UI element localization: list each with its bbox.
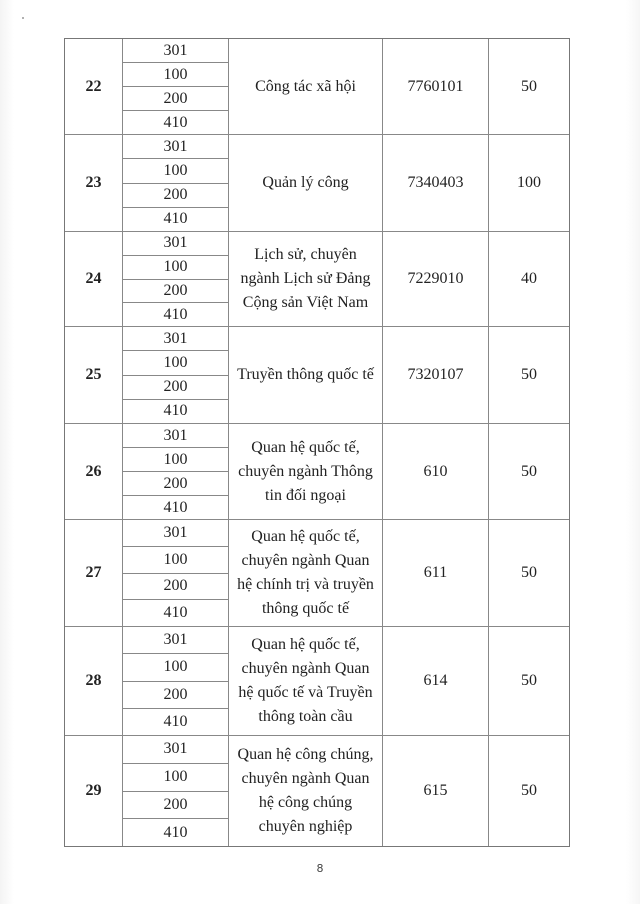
quota: 50: [521, 782, 537, 799]
row-number: 25: [65, 327, 123, 423]
combination-codes: [123, 232, 229, 326]
combination-code: 100: [123, 448, 228, 472]
major-code: 7340403: [383, 135, 489, 231]
combination-code: 100: [123, 351, 228, 375]
combination-codes: [123, 627, 229, 735]
quota: 50: [521, 462, 537, 480]
row-number: 29: [65, 736, 123, 846]
row-number: 23: [65, 135, 123, 231]
admissions-table: [64, 38, 570, 847]
table-row-group: [65, 736, 569, 846]
combination-code: 410: [163, 402, 188, 420]
major-code: 7229010: [383, 232, 489, 326]
page-number: 8: [316, 862, 324, 875]
table-row-group: [65, 424, 569, 520]
row-number: 22: [65, 39, 123, 134]
combination-code: 301: [123, 627, 228, 654]
major-code: 615: [383, 736, 489, 846]
combination-code: 200: [123, 472, 228, 496]
major-code: 611: [383, 520, 489, 626]
combination-code: 100: [123, 159, 228, 183]
combination-code: 301: [123, 736, 228, 764]
combination-code: 301: [123, 135, 228, 159]
combination-code: 410: [163, 210, 188, 228]
row-number: 27: [65, 520, 123, 626]
combination-code: 200: [123, 280, 228, 304]
major-code: 7320107: [383, 327, 489, 423]
combination-code: 410: [163, 823, 188, 841]
table-row-group: [65, 135, 569, 232]
scan-speck: [22, 17, 24, 19]
combination-code: 100: [123, 654, 228, 681]
combination-code: 100: [123, 764, 228, 792]
combination-code: 100: [123, 547, 228, 574]
table-row-group: [65, 520, 569, 627]
combination-code: 301: [123, 424, 228, 448]
quota: 50: [521, 77, 537, 95]
table-row-group: [65, 232, 569, 327]
quota: 50: [521, 564, 537, 581]
row-number: 24: [65, 232, 123, 326]
major-name: Quan hệ quốc tế, chuyên ngành Thông tin đối ngoại: [229, 424, 383, 519]
combination-code: 200: [123, 184, 228, 208]
combination-code: 200: [123, 87, 228, 111]
combination-code: 410: [163, 305, 188, 323]
combination-code: 200: [123, 682, 228, 709]
combination-codes: [123, 135, 229, 231]
major-name: Quan hệ quốc tế, chuyên ngành Quan hệ chính trị và truyền thông quốc tế: [229, 520, 383, 626]
combination-code: 301: [123, 520, 228, 547]
combination-codes: [123, 424, 229, 519]
combination-code: 410: [163, 604, 188, 622]
table-row-group: [65, 327, 569, 424]
major-name: Truyền thông quốc tế: [229, 327, 383, 423]
major-name: Công tác xã hội: [229, 39, 383, 134]
combination-code: 410: [163, 498, 188, 516]
combination-code: 410: [163, 113, 188, 131]
major-name: Quản lý công: [229, 135, 383, 231]
row-number: 26: [65, 424, 123, 519]
combination-code: 301: [123, 327, 228, 351]
table-row-group: [65, 627, 569, 736]
combination-code: 410: [163, 712, 188, 730]
combination-codes: [123, 327, 229, 423]
combination-code: 200: [123, 792, 228, 820]
quota: 50: [521, 366, 537, 383]
major-name: Quan hệ công chúng, chuyên ngành Quan hệ công chúng chuyên nghiệp: [229, 736, 383, 846]
combination-codes: [123, 736, 229, 846]
combination-code: 200: [123, 376, 228, 400]
table-row-group: [65, 39, 569, 135]
quota: 100: [517, 174, 541, 191]
major-code: 610: [383, 424, 489, 519]
combination-code: 200: [123, 574, 228, 601]
combination-codes: [123, 520, 229, 626]
quota: 40: [521, 270, 537, 287]
row-number: 28: [65, 627, 123, 735]
quota: 50: [521, 672, 537, 689]
combination-codes: [123, 39, 229, 134]
combination-code: 301: [123, 232, 228, 256]
major-name: Quan hệ quốc tế, chuyên ngành Quan hệ quốc tế và Truyền thông toàn cầu: [229, 627, 383, 735]
combination-code: 301: [123, 39, 228, 63]
combination-code: 100: [123, 256, 228, 280]
major-code: 7760101: [383, 39, 489, 134]
major-code: 614: [383, 627, 489, 735]
major-name: Lịch sử, chuyên ngành Lịch sử Đảng Cộng sản Việt Nam: [229, 232, 383, 326]
combination-code: 100: [123, 63, 228, 87]
